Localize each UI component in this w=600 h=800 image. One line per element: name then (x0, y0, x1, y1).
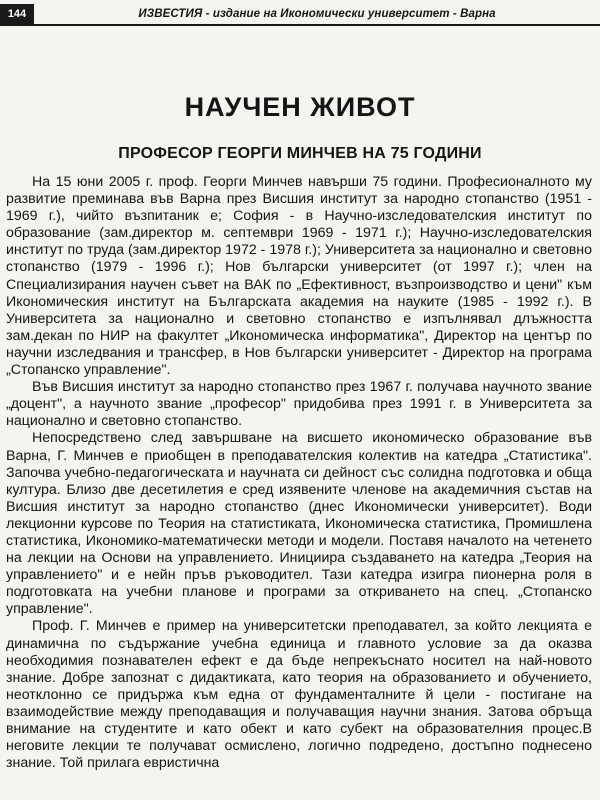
paragraph: На 15 юни 2005 г. проф. Георги Минчев навърши 75 години. Професионалното му развитие преминава във Варна през Висшия институт за народно стопанство (1951 - 1969 г.), чийто възпитаник е; София - в Научно-изследователския институт по образование (зам.директор м. септември 1969 - 1971 г.); Научно-изследователския институт по труда (зам.директор 1972 - 1978 г.); Университета за национално и световно стопанство (1979 - 1996 г.); Нов български университет (от 1997 г.); член на Специализирания научен съвет на ВАК по „Ефективност, възпроизводство и цени" към Икономическия институт на Българската академия на науките (1985 - 1992 г.). В Университета за национално и световно стопанство е изпълнявал длъжността зам.декан по НИР на факултет „Икономическа информатика", Директор на център по научни изследвания и трансфер, в Нов български университет - Директор на програма „Стопанско управление". (6, 174, 592, 379)
paragraph: Във Висшия институт за народно стопанство през 1967 г. получава научното звание „доцент", а научното звание „професор" придобива през 1991 г. в Университета за национално и световно стопанство. (6, 379, 592, 430)
paragraph: Проф. Г. Минчев е пример на университетски преподавател, за който лекцията е динамична по съдържание учебна единица и главното условие за да оказва необходимия познавателен ефект е да бъде непрекъснато носител на най-новото знание. Добре запознат с дидактиката, като теория на образованието и обучението, неотклонно се придържа към една от фундаменталните й цели - постигане на взаимодействие между преподаващия и получаващия научни знания. Затова обръща внимание на студентите и като обект и като субект на образователния процес.В неговите лекции те получават осмислено, логично подредено, достъпно поднесено знание. Той прилага евристична (6, 618, 592, 772)
article-title: ПРОФЕСОР ГЕОРГИ МИНЧЕВ НА 75 ГОДИНИ (118, 145, 482, 162)
section-title: НАУЧЕН ЖИВОТ (184, 92, 416, 122)
header-rule (0, 24, 600, 26)
article-body (6, 174, 592, 772)
page-number: 144 (0, 4, 34, 24)
paragraph: Непосредствено след завършване на висшето икономическо образование във Варна, Г. Минчев е приобщен в преподавателския колектив на катедра „Статистика". Започва учебно-педагогическата и научната си дейност със солидна подготовка и обща култура. Близо две десетилетия е сред изявените членове на академичния състав на Висшия институт за народно стопанство (днес Икономически университет). Води лекционни курсове по Теория на статистиката, Икономическа статистика, Промишлена статистика, Икономико-математически методи и модели. Поставя началото на четенето на лекции на Основи на управлението. Инициира създаването на катедра „Теория на управлението" и е нейн пръв ръководител. Тази катедра изигра пионерна роля в подготовката на учебни планове и програми за откриването на спец. „Стопанско управление". (6, 430, 592, 618)
page-header (0, 0, 600, 26)
running-head: ИЗВЕСТИЯ - издание на Икономически университет - Варна (138, 7, 496, 20)
